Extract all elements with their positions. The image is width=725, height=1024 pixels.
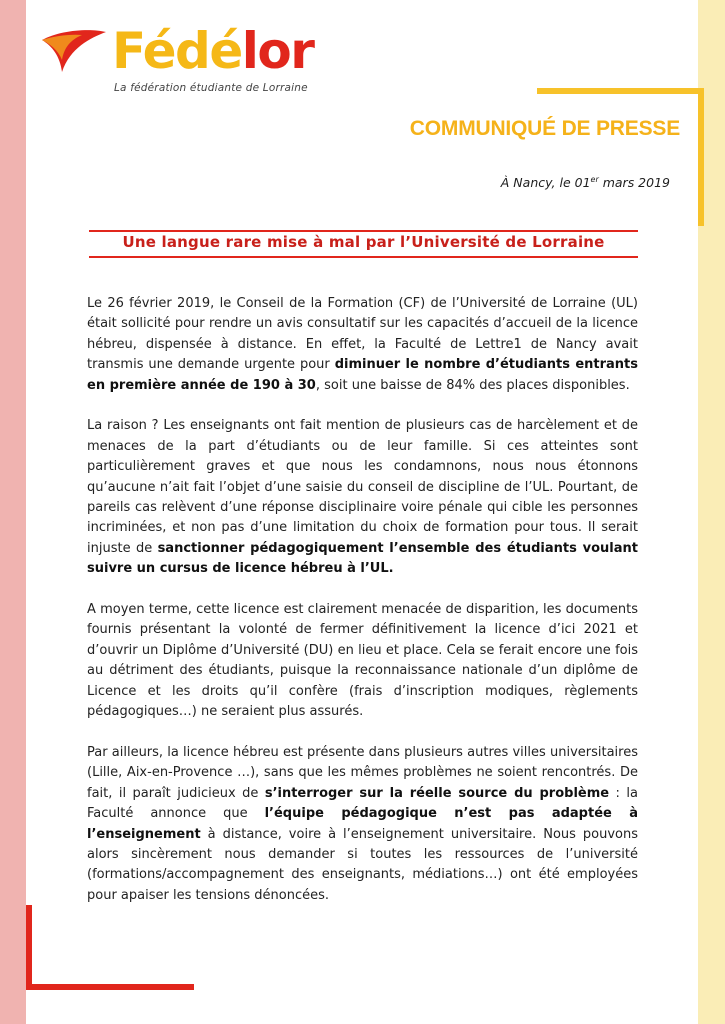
paragraph-3-text: A moyen terme, cette licence est clairement menacée de disparition, les documents fournis présentant la volonté de fermer définitivement la licence d’ici 2021 et d’ouvrir un Diplôme d’Université (DU) en lieu et place. Cela se ferait encore une fois au détriment des étudiants, puisque la reconnaissance nationale d’un diplôme de Licence et les droits qu’il confère (frais d’inscription modiques, règlements pédagogiques…) ne seraient plus assurés. [87,602,638,720]
paragraph-4-text-end: à distance, voire à l’enseignement universitaire. Nous pouvons alors sincèrement nous demander si toutes les ressources de l’université (formations/accompagnement des enseignants, médiations…) ont été employées pour apaiser les tensions dénoncées. [87,826,638,903]
paragraph-4-emphasis-1: s’interroger sur la réelle source du problème [264,785,610,801]
bottom-frame-corner-horizontal [26,984,194,990]
paragraph-2-emphasis: sanctionner pédagogiquement l’ensemble des étudiants voulant suivre un cursus de licence hébreu à l’UL. [87,540,638,577]
date-line [501,175,670,190]
paragraph-1-text: Le 26 février 2019, le Conseil de la Formation (CF) de l’Université de Lorraine (UL) était sollicité pour rendre un avis consultatif sur les capacités d’accueil de la licence hébreu, dispensée à distance. En effet, la Faculté de Lettre1 de Nancy avait transmis une demande urgente pour [87,296,638,373]
paragraph-4 [87,743,638,906]
logo-tagline: La fédération étudiante de Lorraine [114,82,308,94]
bottom-frame-corner-vertical [26,905,32,990]
paragraph-2 [87,416,638,579]
press-release-body [87,294,638,927]
date-superscript: er [590,175,599,184]
paragraph-4-emphasis-2: l’équipe pédagogique n’est pas adaptée à l’enseignement [87,806,638,842]
logo-wordmark [112,24,313,78]
headline-bottom-rule [89,256,638,258]
date-prefix: À Nancy, le 01 [500,175,591,191]
left-decorative-stripe [0,0,26,1024]
paragraph-1 [87,294,638,396]
date-suffix: mars 2019 [598,175,670,191]
paragraph-4-text: Par ailleurs, la licence hébreu est présente dans plusieurs autres villes universitaires (Lille, Aix-en-Provence …), sans que les mêmes problèmes ne soient rencontrés. De fait, il paraît judicieux de [87,744,638,801]
headline: Une langue rare mise à mal par l’Université de Lorraine [122,233,605,251]
top-frame-corner-vertical [698,88,704,226]
headline-top-rule [89,230,638,232]
press-release-title: COMMUNIQUÉ DE PRESSE [409,117,680,140]
fedelor-logo [40,24,330,104]
paragraph-2-text: La raison ? Les enseignants ont fait mention de plusieurs cas de harcèlement et de menaces de la part d’étudiants ou de leur famille. Si ces atteintes sont particulièrement graves et que nous les condamnons, nous nous étonnons qu’aucune n’ait fait l’objet d’une saisie du conseil de discipline de l’UL. Pourtant, de pareils cas relèvent d’une réponse disciplinaire voire pénale qui cible les personnes incriminées, et non pas d’une limitation du choix de formation pour tous. Il serait injuste de [87,418,638,556]
paragraph-1-text-end: , soit une baisse de 84% des places disponibles. [315,377,630,393]
logo-wordmark-part2: lor [241,22,314,80]
logo-swoosh-icon [40,26,110,74]
logo-wordmark-part1: Fédé [112,22,242,80]
paragraph-4-text-mid: : la Faculté annonce que [87,785,638,822]
top-frame-corner-horizontal [537,88,704,94]
paragraph-1-emphasis: diminuer le nombre d’étudiants entrants en première année de 190 à 30 [87,357,638,393]
headline-box [89,230,638,258]
paragraph-3 [87,600,638,722]
